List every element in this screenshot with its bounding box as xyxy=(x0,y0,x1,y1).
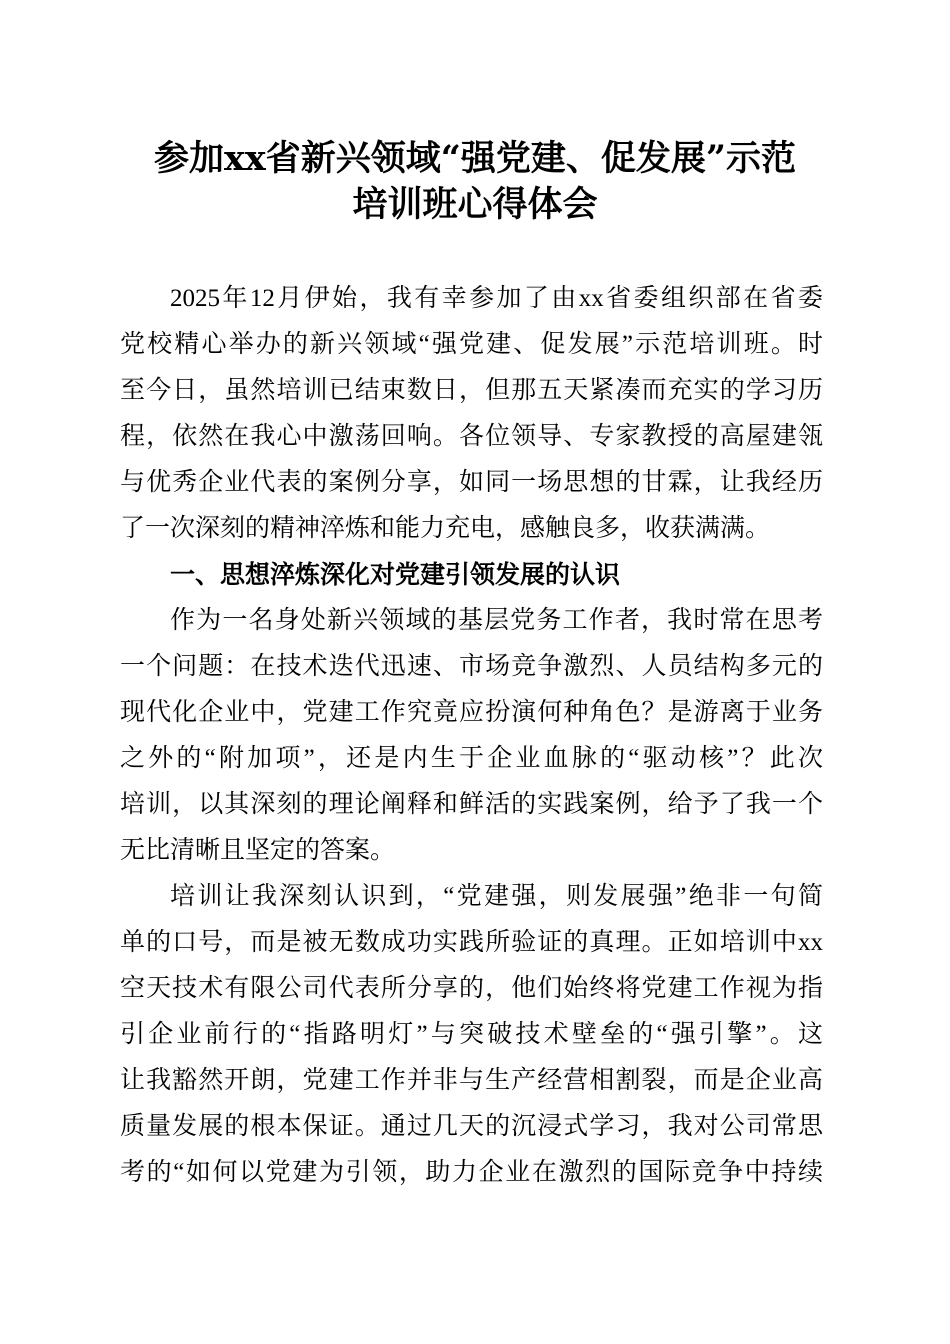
text-line: 单的口号，而是被无数成功实践所验证的真理。正如培训中xx xyxy=(120,929,823,956)
text-line: 一个问题：在技术迭代迅速、市场竞争激烈、人员结构多元的 xyxy=(120,653,823,680)
text-line: 引企业前行的“指路明灯”与突破技术壁垒的“强引擎”。这 xyxy=(120,1021,823,1048)
text-line: 党校精心举办的新兴领域“强党建、促发展”示范培训班。时 xyxy=(120,331,823,358)
section-heading xyxy=(120,552,823,598)
text-line: 2025年12月伊始，我有幸参加了由xx省委组织部在省委 xyxy=(170,285,823,312)
text-line: 了一次深刻的精神淬炼和能力充电，感触良多，收获满满。 xyxy=(120,515,771,542)
text-line: 程，依然在我心中激荡回响。各位领导、专家教授的高屋建瓴 xyxy=(120,423,823,450)
text-line: 一、思想淬炼深化对党建引领发展的认识 xyxy=(170,560,621,589)
text-line: 作为一名身处新兴领域的基层党务工作者，我时常在思考 xyxy=(170,607,823,634)
title-line: 参加xx省新兴领域“强党建、促发展”示范 xyxy=(154,138,796,179)
text-line: 现代化企业中，党建工作究竟应扮演何种角色？是游离于业务 xyxy=(120,699,823,726)
text-line: 考的“如何以党建为引领，助力企业在激烈的国际竞争中持续 xyxy=(120,1159,823,1186)
text-line: 让我豁然开朗，党建工作并非与生产经营相割裂，而是企业高 xyxy=(120,1067,823,1094)
text-line: 培训，以其深刻的理论阐释和鲜活的实践案例，给予了我一个 xyxy=(120,791,823,818)
text-line: 与优秀企业代表的案例分享，如同一场思想的甘霖，让我经历 xyxy=(120,469,823,496)
paragraph xyxy=(120,874,823,1196)
text-line: 培训让我深刻认识到，“党建强，则发展强”绝非一句简 xyxy=(170,883,823,910)
text-line: 无比清晰且坚定的答案。 xyxy=(120,837,396,864)
document-title xyxy=(100,136,850,228)
title-line: 培训班心得体会 xyxy=(352,184,598,225)
paragraph xyxy=(120,276,823,552)
document-body xyxy=(120,276,823,1196)
paragraph xyxy=(120,598,823,874)
text-line: 至今日，虽然培训已结束数日，但那五天紧凑而充实的学习历 xyxy=(120,377,823,404)
text-line: 质量发展的根本保证。通过几天的沉浸式学习，我对公司常思 xyxy=(120,1113,823,1140)
text-line: 空天技术有限公司代表所分享的，他们始终将党建工作视为指 xyxy=(120,975,823,1002)
text-line: 之外的“附加项”，还是内生于企业血脉的“驱动核”？此次 xyxy=(120,745,823,772)
